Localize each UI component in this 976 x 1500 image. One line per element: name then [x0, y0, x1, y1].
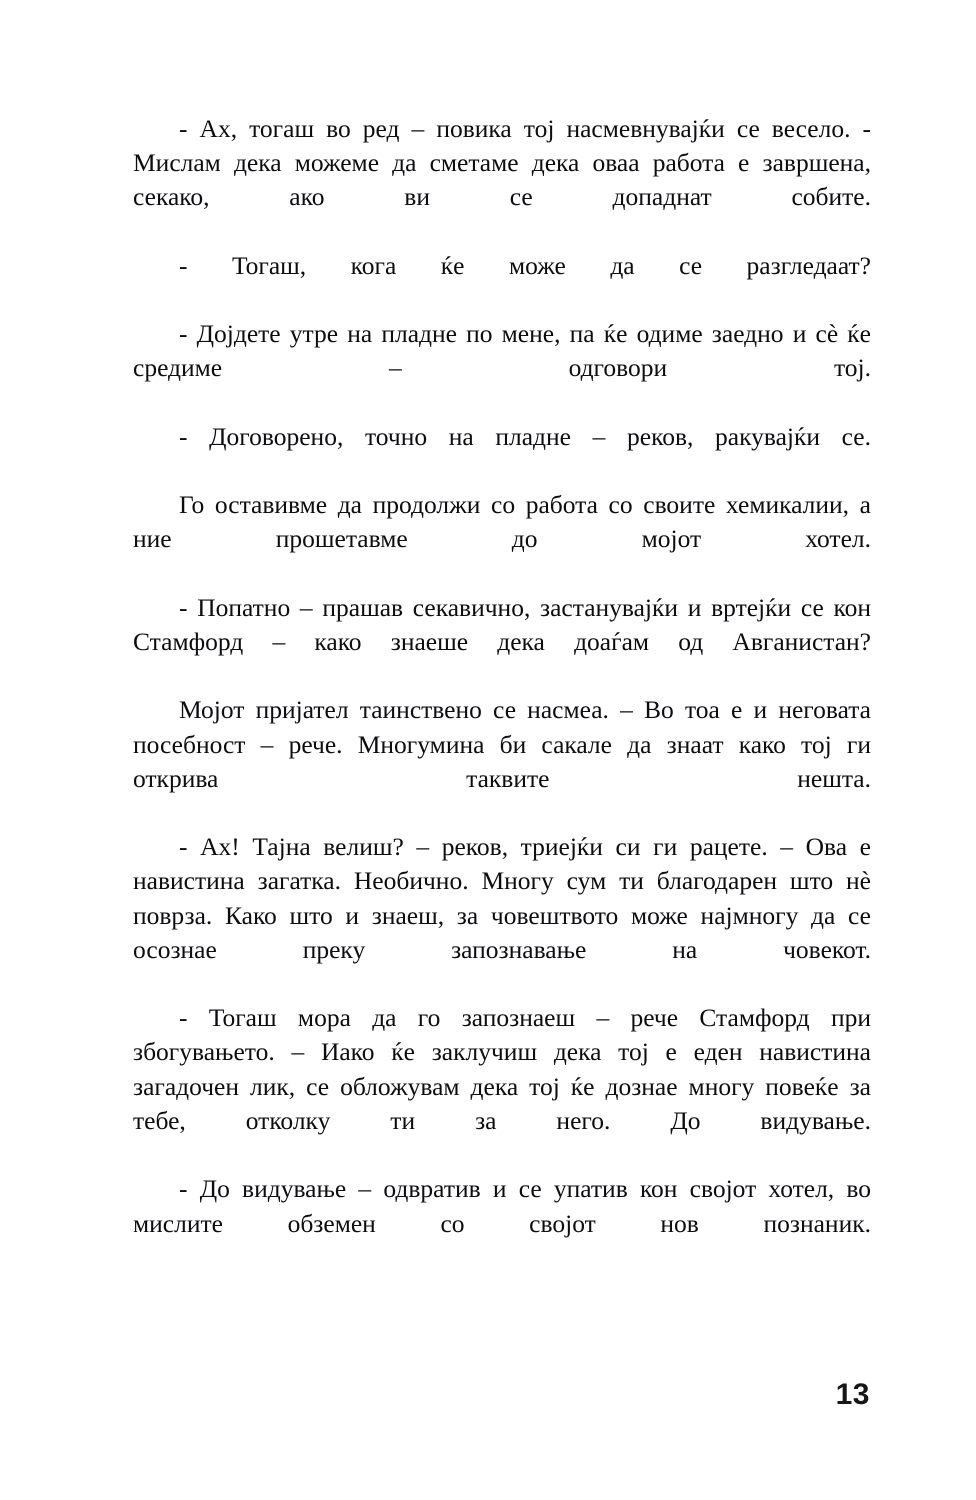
paragraph: - Попатно – прашав секавично, застанувајќи и вртејќи се кон Стамфорд – како знаеше дека доаѓам од Авганистан?: [133, 592, 871, 657]
paragraph: - Договорено, точно на пладне – реков, ракувајќи се.: [179, 421, 871, 451]
paragraph: - Ах! Тајна велиш? – реков, триејќи си ги рацете. – Ова е навистина загатка. Необично. Многу сум ти благодарен што нè поврза. Како што и знаеш, за човештвото може најмногу да се осознае преку запознавање на човекот.: [133, 832, 871, 964]
paragraph: Го оставивме да продолжи со работа со своите хемикалии, а ние прошетавме до мојот хотел.: [133, 490, 871, 554]
paragraph: - Тогаш мора да го запознаеш – рече Стамфорд при збогувањето. – Иако ќе заклучиш дека тој е еден навистина загадочен лик, се обложувам дека тој ќе дознае многу повеќе за тебе, отколку ти за него. До видување.: [133, 1003, 871, 1135]
paragraph: - Тогаш, кога ќе може да се разгледаат?: [179, 250, 871, 280]
page-number: 13: [835, 1378, 870, 1411]
paragraph: - До видување – одвратив и се упатив кон својот хотел, во мислите обземен со својот нов познаник.: [133, 1174, 871, 1238]
page-text-block: [133, 112, 871, 1275]
paragraph: Мојот пријател таинствено се насмеа. – Во тоа е и неговата посебност – рече. Многумина би сакале да знаат како тој ги открива таквите нешта.: [133, 695, 871, 793]
paragraph: - Ах, тогаш во ред – повика тој насмевнувајќи се весело. - Мислам дека можеме да сметаме дека оваа работа е завршена, секако, ако ви се допаднат собите.: [133, 114, 871, 212]
paragraph: - Дојдете утре на пладне по мене, па ќе одиме заедно и сè ќе средиме – одговори тој.: [133, 319, 871, 383]
